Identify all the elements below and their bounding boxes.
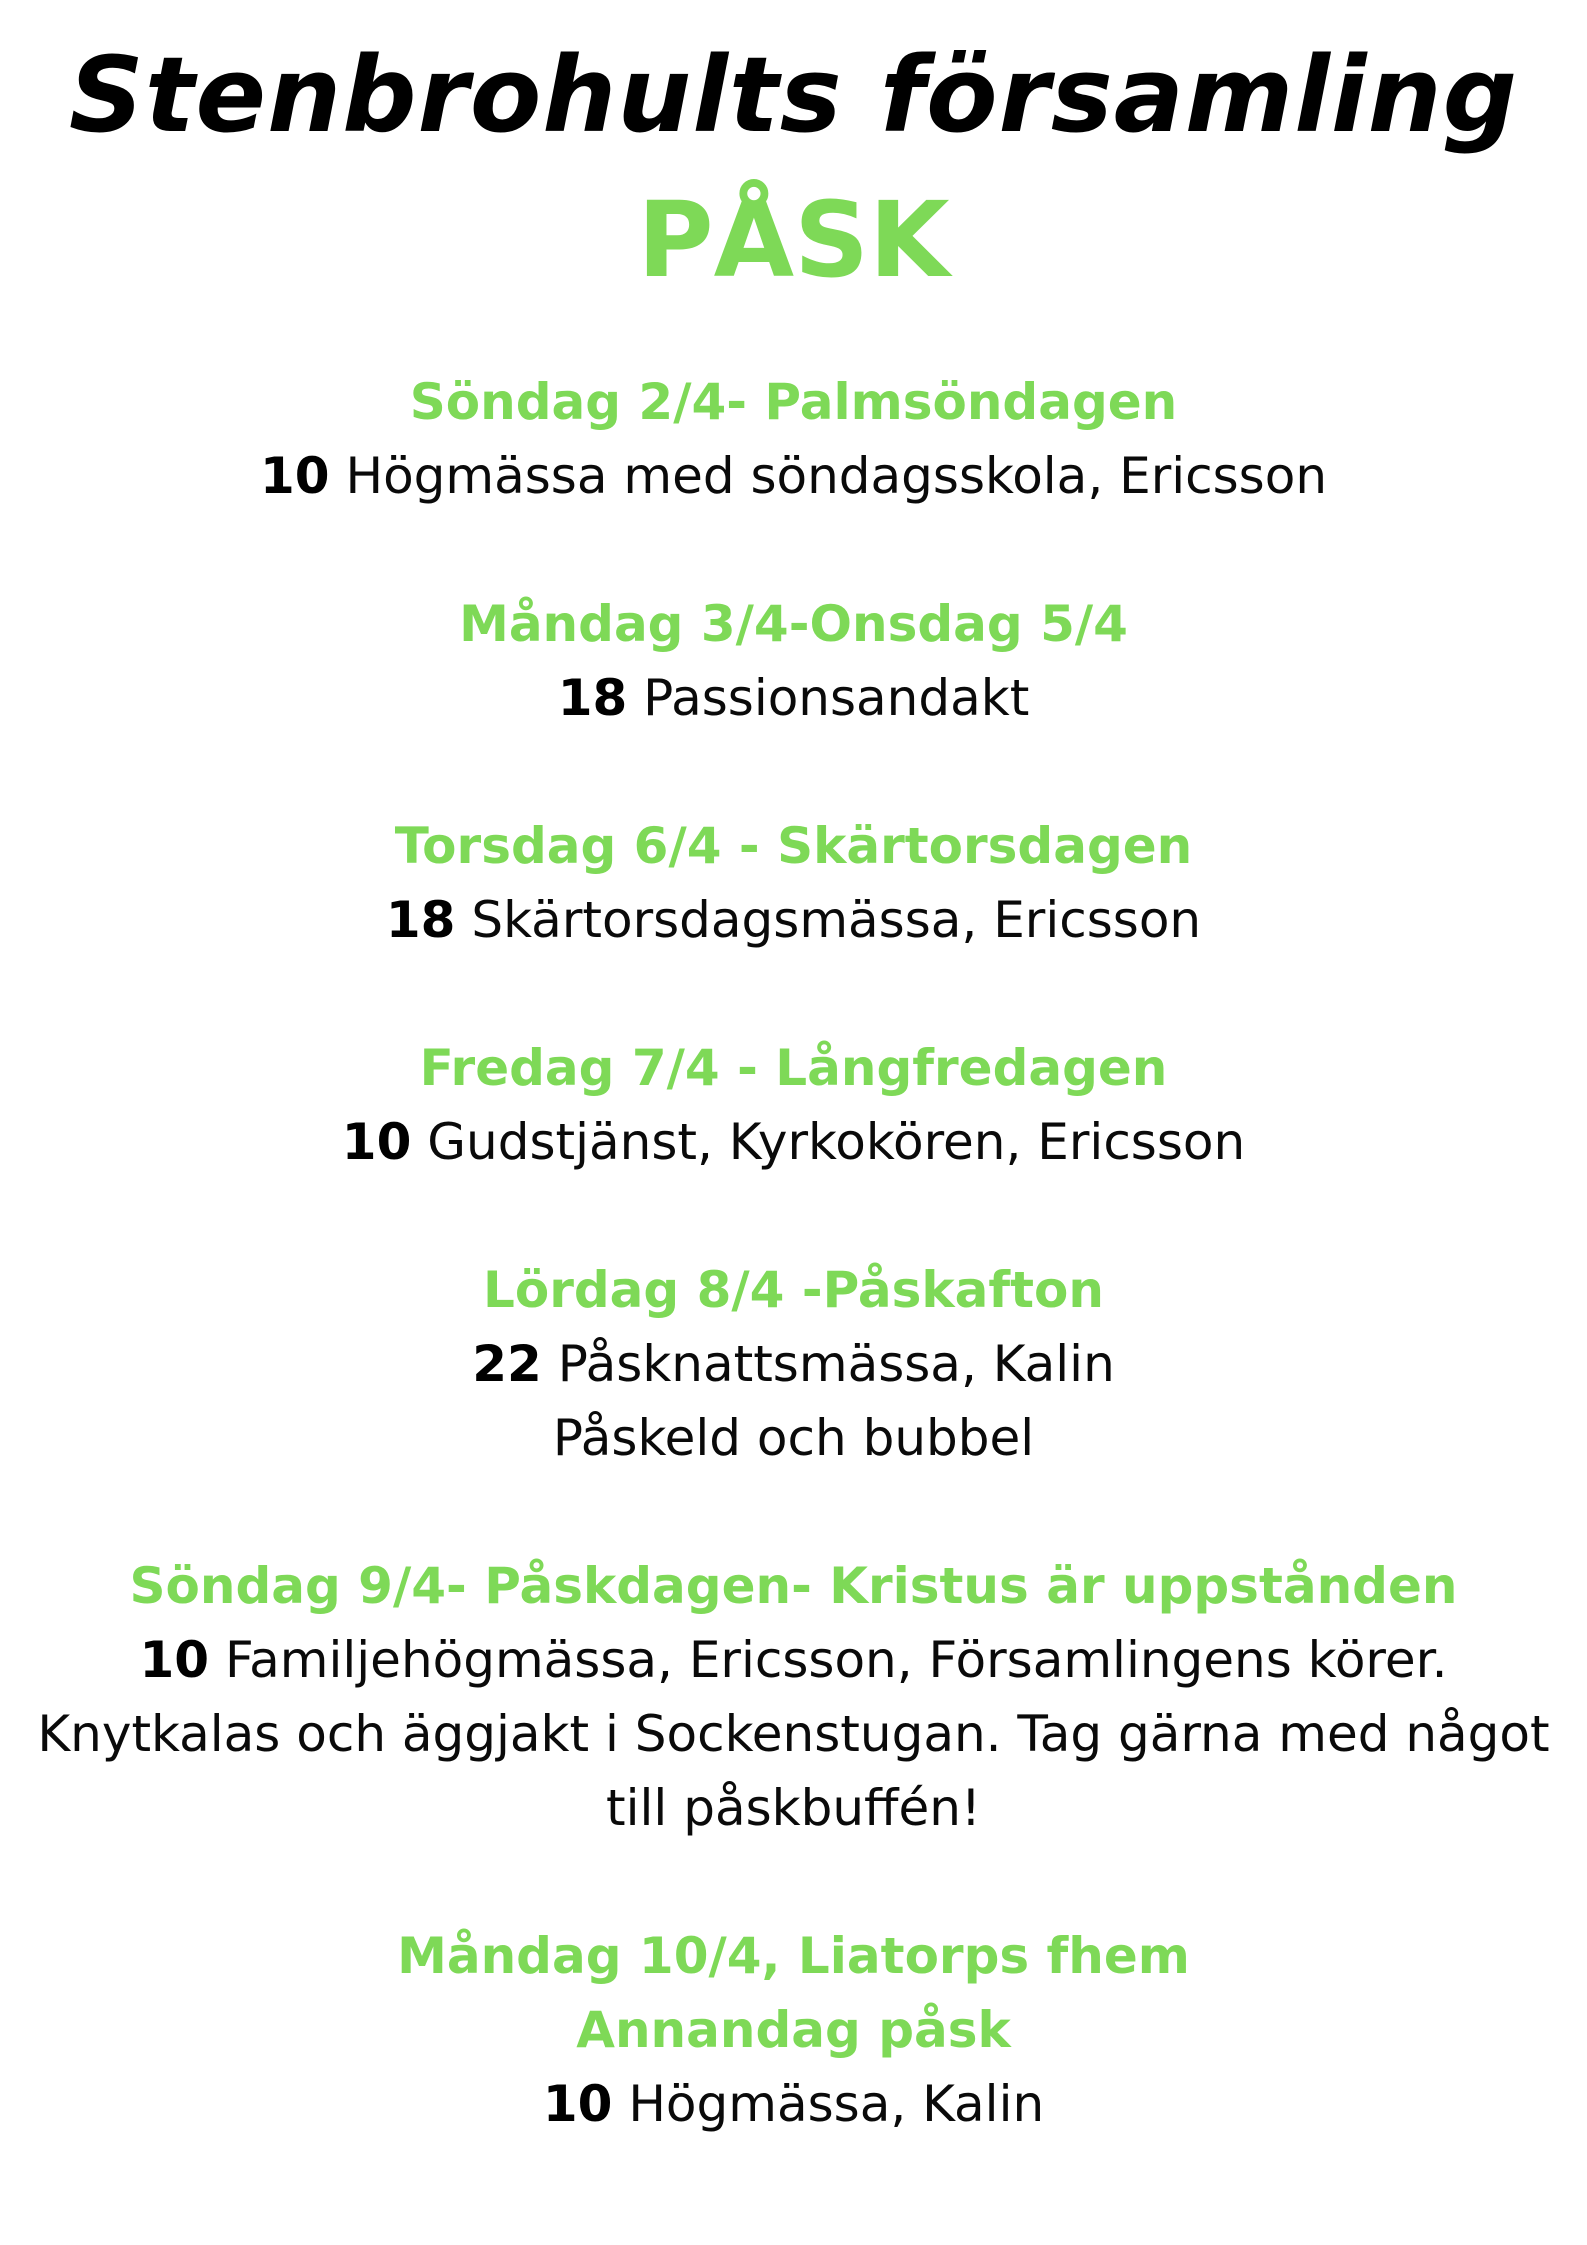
event-paskafton (0, 1253, 1587, 1475)
event-text: Gudstjänst, Kyrkokören, Ericsson (411, 1113, 1246, 1171)
event-text: Knytkalas och äggjakt i Sockenstugan. Tag gärna med något till påskbuffén! (37, 1705, 1550, 1837)
event-line (0, 1105, 1587, 1179)
event-time: 10 (341, 1113, 412, 1171)
event-time: 18 (557, 669, 628, 727)
event-line (0, 2067, 1587, 2141)
event-list (0, 365, 1587, 2215)
event-skartorsdagen (0, 809, 1587, 957)
event-line (0, 883, 1587, 957)
event-text: Högmässa, Kalin (612, 2075, 1045, 2133)
event-text: Högmässa med söndagsskola, Ericsson (329, 447, 1328, 505)
event-text: Passionsandakt (627, 669, 1030, 727)
event-heading: Söndag 2/4- Palmsöndagen (409, 373, 1178, 431)
event-heading: Torsdag 6/4 - Skärtorsdagen (394, 817, 1193, 875)
event-line (0, 661, 1587, 735)
event-text: Påskeld och bubbel (552, 1409, 1035, 1467)
event-time: 22 (472, 1335, 542, 1393)
event-line (0, 439, 1587, 513)
event-heading: Lördag 8/4 -Påskafton (483, 1261, 1104, 1319)
event-langfredagen (0, 1031, 1587, 1179)
event-line (0, 1401, 1587, 1475)
event-heading: Fredag 7/4 - Långfredagen (419, 1039, 1168, 1097)
page-subtitle: PÅSK (637, 179, 950, 301)
event-heading: Måndag 3/4-Onsdag 5/4 (459, 595, 1128, 653)
event-heading: Söndag 9/4- Påskdagen- Kristus är uppstånden (129, 1557, 1458, 1615)
event-text: Skärtorsdagsmässa, Ericsson (455, 891, 1202, 949)
event-text: Familjehögmässa, Ericsson, Församlingens körer. (209, 1631, 1448, 1689)
event-heading: Måndag 10/4, Liatorps fhem (397, 1927, 1190, 1985)
event-time: 10 (259, 447, 330, 505)
event-line (0, 1327, 1587, 1401)
event-text: Påsknattsmässa, Kalin (541, 1335, 1115, 1393)
event-passionsandakt (0, 587, 1587, 735)
event-time: 10 (139, 1631, 210, 1689)
event-line (0, 1623, 1587, 1697)
event-heading-secondary: Annandag påsk (576, 2001, 1011, 2059)
event-annandag-pask (0, 1919, 1587, 2141)
page-title: Stenbrohults församling (68, 34, 1519, 156)
event-time: 18 (385, 891, 456, 949)
event-palmsondagen (0, 365, 1587, 513)
event-time: 10 (542, 2075, 613, 2133)
event-line (0, 1697, 1587, 1845)
event-paskdagen (0, 1549, 1587, 1845)
